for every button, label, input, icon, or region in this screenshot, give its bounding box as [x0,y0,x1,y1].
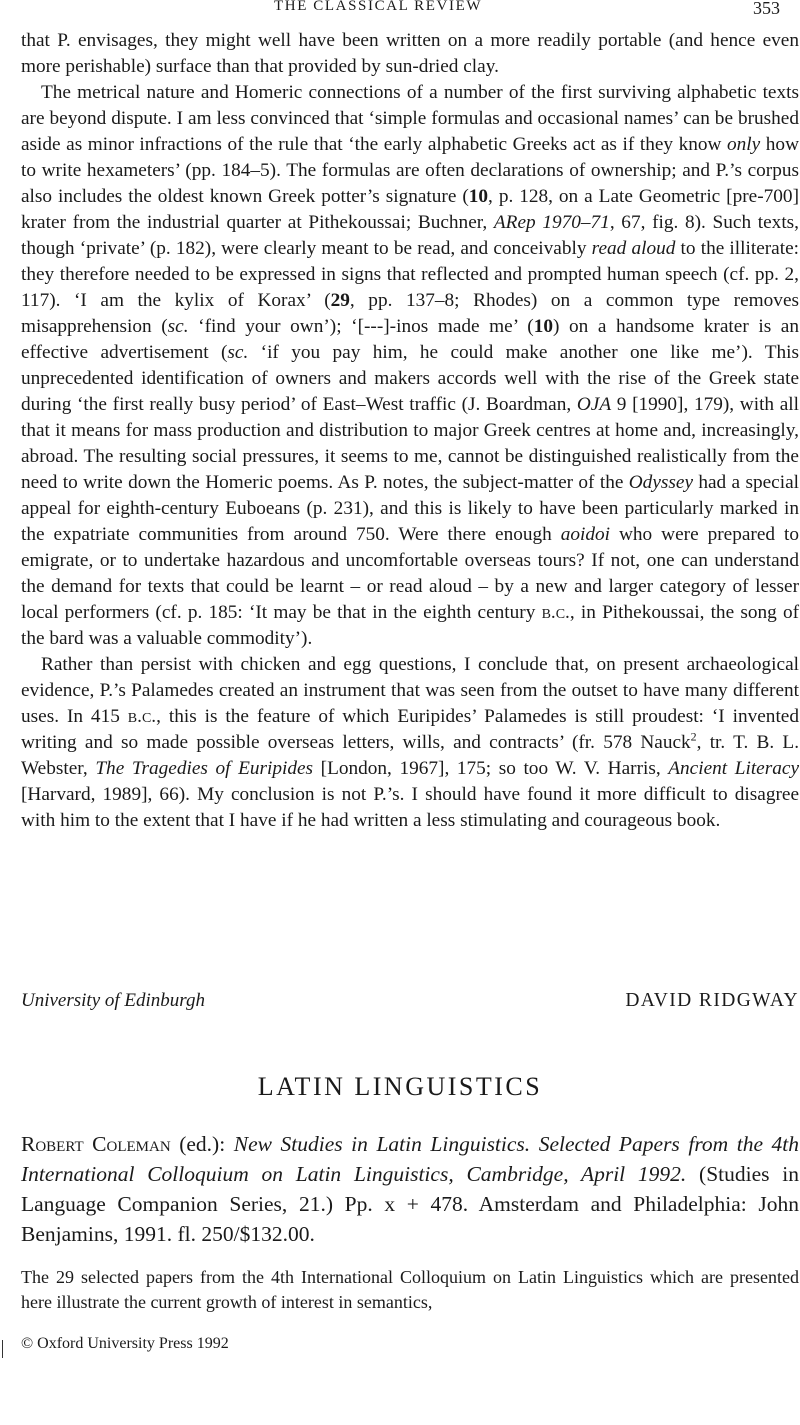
text-run: , p. 128, on a Late Geometric [pre-700] krater from the industrial quarter at Pithekoussai; Buchner, [21,186,799,233]
text-run: that P. envisages, they might well have been written on a more readily portable (and hence even more perishable) surface than that provided by sun-dried clay. [21,30,799,77]
section-heading: LATIN LINGUISTICS [257,1072,543,1101]
reviewer-affiliation: University of Edinburgh [21,990,205,1011]
text-run: aoidoi [560,524,611,545]
text-run: 10 [468,186,489,207]
article-body [21,28,799,834]
text-run: Odyssey [628,472,693,493]
text-run: had a special appeal for eighth-century Euboeans (p. 231), and this is likely to have been particularly marked in the expatriate communities from around 750. Were there enough [21,472,799,545]
text-run: ‘if you pay him, he could make another one like me’). This unprecedented identification of owners and makers accords well with the rise of the Greek state during ‘the first really busy period’ of East–West traffic (J. Boardman, [21,342,799,415]
text-run: to the illiterate: they therefore needed to be expressed in signs that reflected and prompted human speech (cf. pp. 2, 117). ‘I am the kylix of Korax’ ( [21,238,800,311]
text-run: b.c. [127,706,157,727]
text-run: , tr. T. B. L. Webster, [21,732,800,779]
margin-mark [2,1340,3,1358]
text-run: The metrical nature and Homeric connections of a number of the first surviving alphabetic texts are beyond dispute. I am less convinced that ‘simple formulas and occasional names’ can be brushed aside as minor infractions of the rule that ‘the early alphabetic Greeks act as if they know [21,82,799,155]
text-run: The Tragedies of Euripides [95,758,314,779]
text-run: (Studies in Language Companion Series, 21.) Pp. x + 478. Amsterdam and Philadelphia: John Benjamins, 1991. fl. 250/$132.00. [21,1162,799,1246]
text-run: who were prepared to emigrate, or to undertake hazardous and uncomfortable overseas tours? If not, one can understand the demand for texts that could be learnt – or read aloud – by a new and larger category of lesser local performers (cf. p. 185: ‘It may be that in the eighth century [21,524,799,623]
text-run: read aloud [591,238,676,259]
text-run: , this is the feature of which Euripides’ Palamedes is still proudest: ‘I invented writing and so made possible overseas letters, wills, and contracts’ (fr. 578 Nauck [21,706,799,753]
text-run: New Studies in Latin Linguistics. Selected Papers from the 4th International Colloquium on Latin Linguistics, Cambridge, April 1992. [21,1132,800,1186]
paragraph-conclusion [21,652,799,834]
paragraph-continuation [21,28,799,80]
text-run: 10 [533,316,553,337]
text-run: Robert Coleman [21,1132,171,1156]
copyright-notice: © Oxford University Press 1992 [21,1335,229,1352]
text-run: ARep 1970–71 [493,212,610,233]
text-run: ) on a handsome krater is an effective advertisement ( [21,316,799,363]
text-run: 2 [690,729,697,744]
page-number: 353 [753,0,780,18]
text-run: 29 [330,290,350,311]
text-run: [Harvard, 1989], 66). My conclusion is not P.’s. I should have found it more difficult to disagree with him to the extent that I have if he had written a less stimulating and courageous book. [21,784,799,831]
text-run: sc. [167,316,189,337]
review-opening: The 29 selected papers from the 4th International Colloquium on Latin Linguistics which are presented here illustrate the current growth of interest in semantics, [21,1267,799,1312]
text-run: (ed.): [170,1132,234,1156]
text-run: Ancient Literacy [668,758,799,779]
text-run: only [727,134,761,155]
text-run: how to write hexameters’ (pp. 184–5). The formulas are often declarations of ownership; and P.’s corpus also includes the oldest known Greek potter’s signature ( [21,134,799,207]
text-run: sc. [227,342,249,363]
running-title: THE CLASSICAL REVIEW [274,0,483,14]
text-run: , in Pithekoussai, the song of the bard was a valuable commodity’). [21,602,800,649]
text-run: , 67, fig. 8). Such texts, though ‘private’ (p. 182), were clearly meant to be read, and conceivably [21,212,799,259]
running-head [0,0,800,22]
text-run: [London, 1967], 175; so too W. V. Harris, [313,758,669,779]
book-citation [21,1129,799,1249]
text-run: 9 [1990], 179), with all that it means for mass production and distribution to major Greek centres at home and, increasingly, abroad. The resulting social pressures, it seems to me, cannot be distinguished realistically from the need to write down the Homeric poems. As P. notes, the subject-matter of the [21,394,800,493]
text-run: OJA [576,394,612,415]
text-run: ‘find your own’); ‘[---]-inos made me’ ( [188,316,534,337]
paragraph-metrical-nature [21,80,799,652]
text-run: b.c. [541,602,570,623]
reviewer-name: DAVID RIDGWAY [625,990,799,1011]
reviewer-signature [21,990,799,1016]
text-run: , pp. 137–8; Rhodes) on a common type removes misapprehension ( [21,290,800,337]
text-run: Rather than persist with chicken and egg questions, I conclude that, on present archaeological evidence, P.’s Palamedes created an instrument that was seen from the outset to have many different uses. In 415 [21,654,799,727]
